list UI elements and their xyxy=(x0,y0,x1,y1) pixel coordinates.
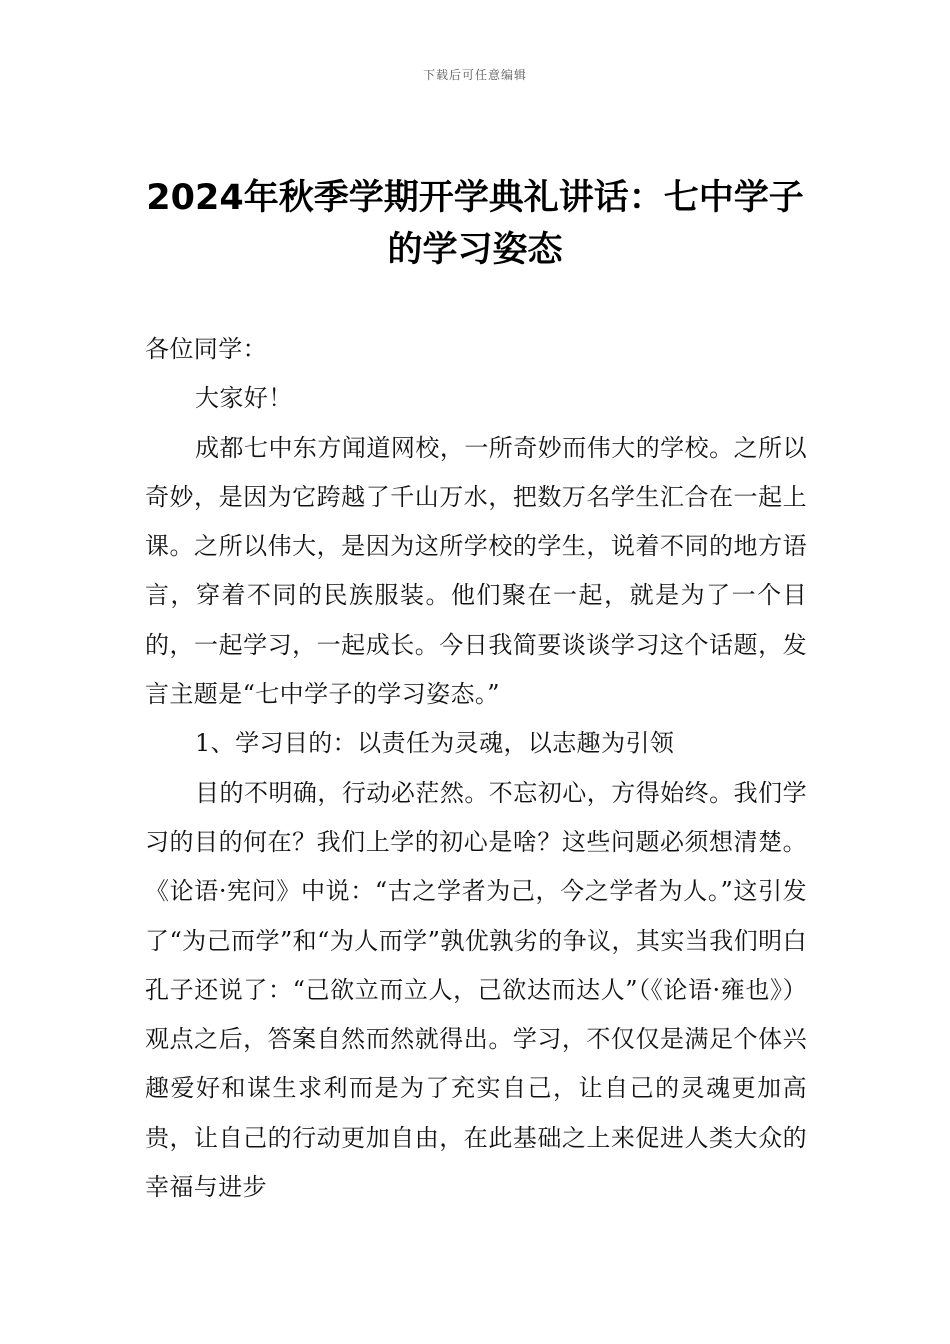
section-heading-1: 1、学习目的：以责任为灵魂，以志趣为引领 xyxy=(195,729,675,758)
document-body xyxy=(145,325,807,1212)
paragraph-purpose: 目的不明确，行动必茫然。不忘初心，方得始终。我们学习的目的何在？我们上学的初心是啥？这些问题必须想清楚。《论语·宪问》中说：“古之学者为己，今之学者为人。”这引发了“为己而学”和“为人而学”孰优孰劣的争议，其实当我们明白孔子还说了：“己欲立而立人，己欲达而达人”（《论语·雍也》）观点之后，答案自然而然就得出。学习，不仅仅是满足个体兴趣爱好和谋生求利而是为了充实自己，让自己的灵魂更加高贵，让自己的行动更加自由，在此基础之上来促进人类大众的幸福与进步 xyxy=(145,778,807,1202)
title-line-1: 2024年秋季学期开学典礼讲话：七中学子 xyxy=(146,178,804,218)
salutation: 各位同学： xyxy=(145,335,267,363)
title-line-2: 的学习姿态 xyxy=(387,230,563,270)
paragraph-intro: 成都七中东方闻道网校，一所奇妙而伟大的学校。之所以奇妙，是因为它跨越了千山万水，把数万名学生汇合在一起上课。之所以伟大，是因为这所学校的学生，说着不同的地方语言，穿着不同的民族服装。他们聚在一起，就是为了一个目的，一起学习，一起成长。今日我简要谈谈学习这个话题，发言主题是“七中学子的学习姿态。” xyxy=(145,433,807,709)
page-title xyxy=(120,172,830,276)
header-note: 下载后可任意编辑 xyxy=(422,68,527,82)
greeting: 大家好！ xyxy=(195,384,293,413)
